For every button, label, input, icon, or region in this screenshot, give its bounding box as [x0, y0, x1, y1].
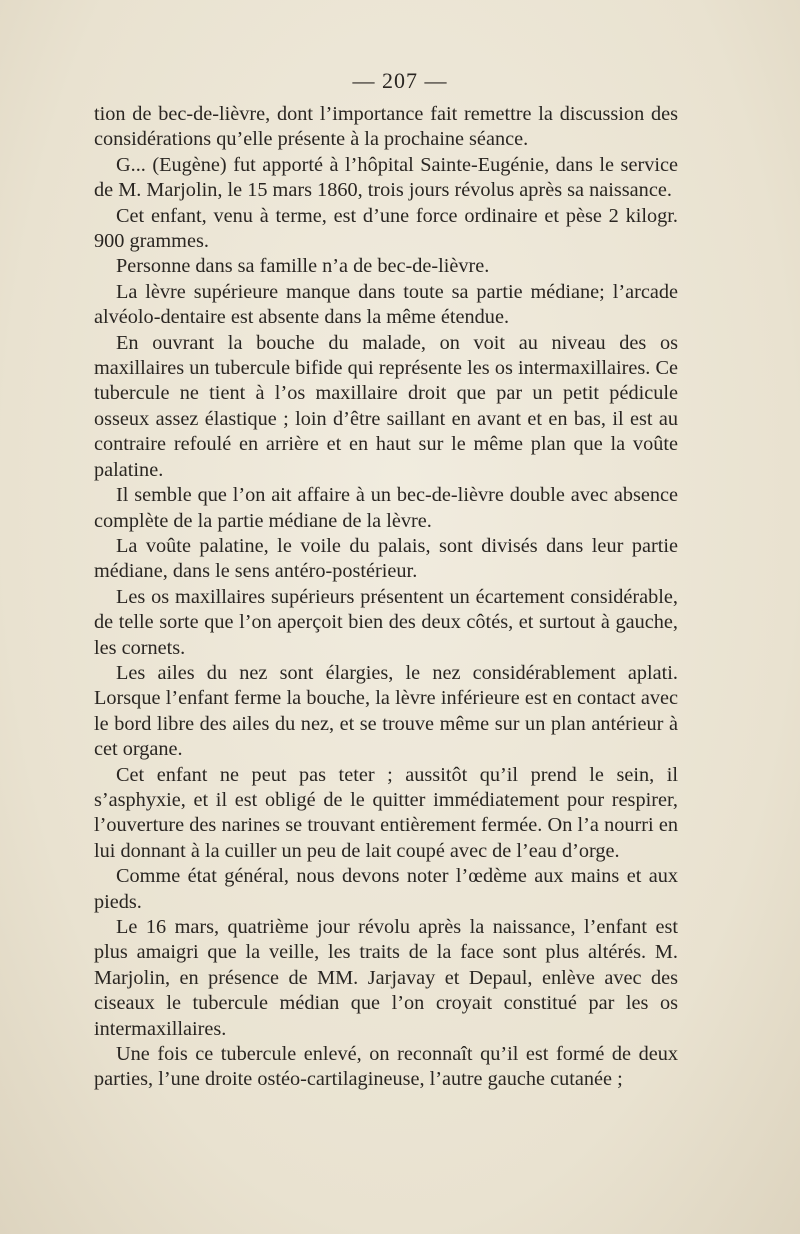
- paragraph: G... (Eugène) fut apporté à l’hôpital Sainte-Eugénie, dans le service de M. Marjolin, le 15 mars 1860, trois jours révolus après sa naissance.: [94, 153, 678, 202]
- paragraph: Les os maxillaires supérieurs présentent un écartement considérable, de telle sorte que l’on aperçoit bien des deux côtés, et surtout à gauche, les cornets.: [94, 585, 678, 659]
- paragraph: En ouvrant la bouche du malade, on voit au niveau des os maxillaires un tubercule bifide qui représente les os intermaxillaires. Ce tubercule ne tient à l’os maxillaire droit que par un petit pédicule osseux assez élastique ; loin d’être saillant en avant et en bas, il est au contraire refoulé en arrière et en haut sur le même plan que la voûte palatine.: [94, 331, 678, 481]
- paragraph: Le 16 mars, quatrième jour révolu après la naissance, l’enfant est plus amaigri que la veille, les traits de la face sont plus altérés. M. Marjolin, en présence de MM. Jarjavay et Depaul, enlève avec des ciseaux le tubercule médian que l’on croyait constitué par les os intermaxillaires.: [94, 916, 678, 1040]
- paragraph: La lèvre supérieure manque dans toute sa partie médiane; l’arcade alvéolo-dentaire est absente dans la même étendue.: [94, 280, 678, 329]
- body-text: [94, 102, 678, 1093]
- paragraph: Les ailes du nez sont élargies, le nez considérablement aplati. Lorsque l’enfant ferme la bouche, la lèvre inférieure est en contact avec le bord libre des ailes du nez, et se trouve même sur un plan antérieur à cet organe.: [94, 661, 678, 761]
- paragraph: La voûte palatine, le voile du palais, sont divisés dans leur partie médiane, dans le sens antéro-postérieur.: [94, 534, 678, 583]
- paragraph: Il semble que l’on ait affaire à un bec-de-lièvre double avec absence complète de la partie médiane de la lèvre.: [94, 484, 678, 532]
- paragraph-continuation: tion de bec-de-lièvre, dont l’importance fait remettre la discussion des considérations qu’elle présente à la prochaine séance.: [94, 103, 678, 151]
- paragraph: Une fois ce tubercule enlevé, on reconnaît qu’il est formé de deux parties, l’une droite ostéo-cartilagineuse, l’autre gauche cutanée ;: [94, 1043, 678, 1091]
- paragraph: Comme état général, nous devons noter l’œdème aux mains et aux pieds.: [94, 865, 678, 913]
- paragraph: Cet enfant, venu à terme, est d’une force ordinaire et pèse 2 kilogr. 900 grammes.: [94, 204, 678, 253]
- paragraph: Cet enfant ne peut pas teter ; aussitôt qu’il prend le sein, il s’asphyxie, et il est obligé de le quitter immédiatement pour respirer, l’ouverture des narines se trouvant entièrement fermée. On l’a nourri en lui donnant à la cuiller un peu de lait coupé avec de l’eau d’orge.: [94, 763, 678, 862]
- paragraph: Personne dans sa famille n’a de bec-de-lièvre.: [116, 255, 490, 278]
- page-number: — 207 —: [352, 68, 448, 93]
